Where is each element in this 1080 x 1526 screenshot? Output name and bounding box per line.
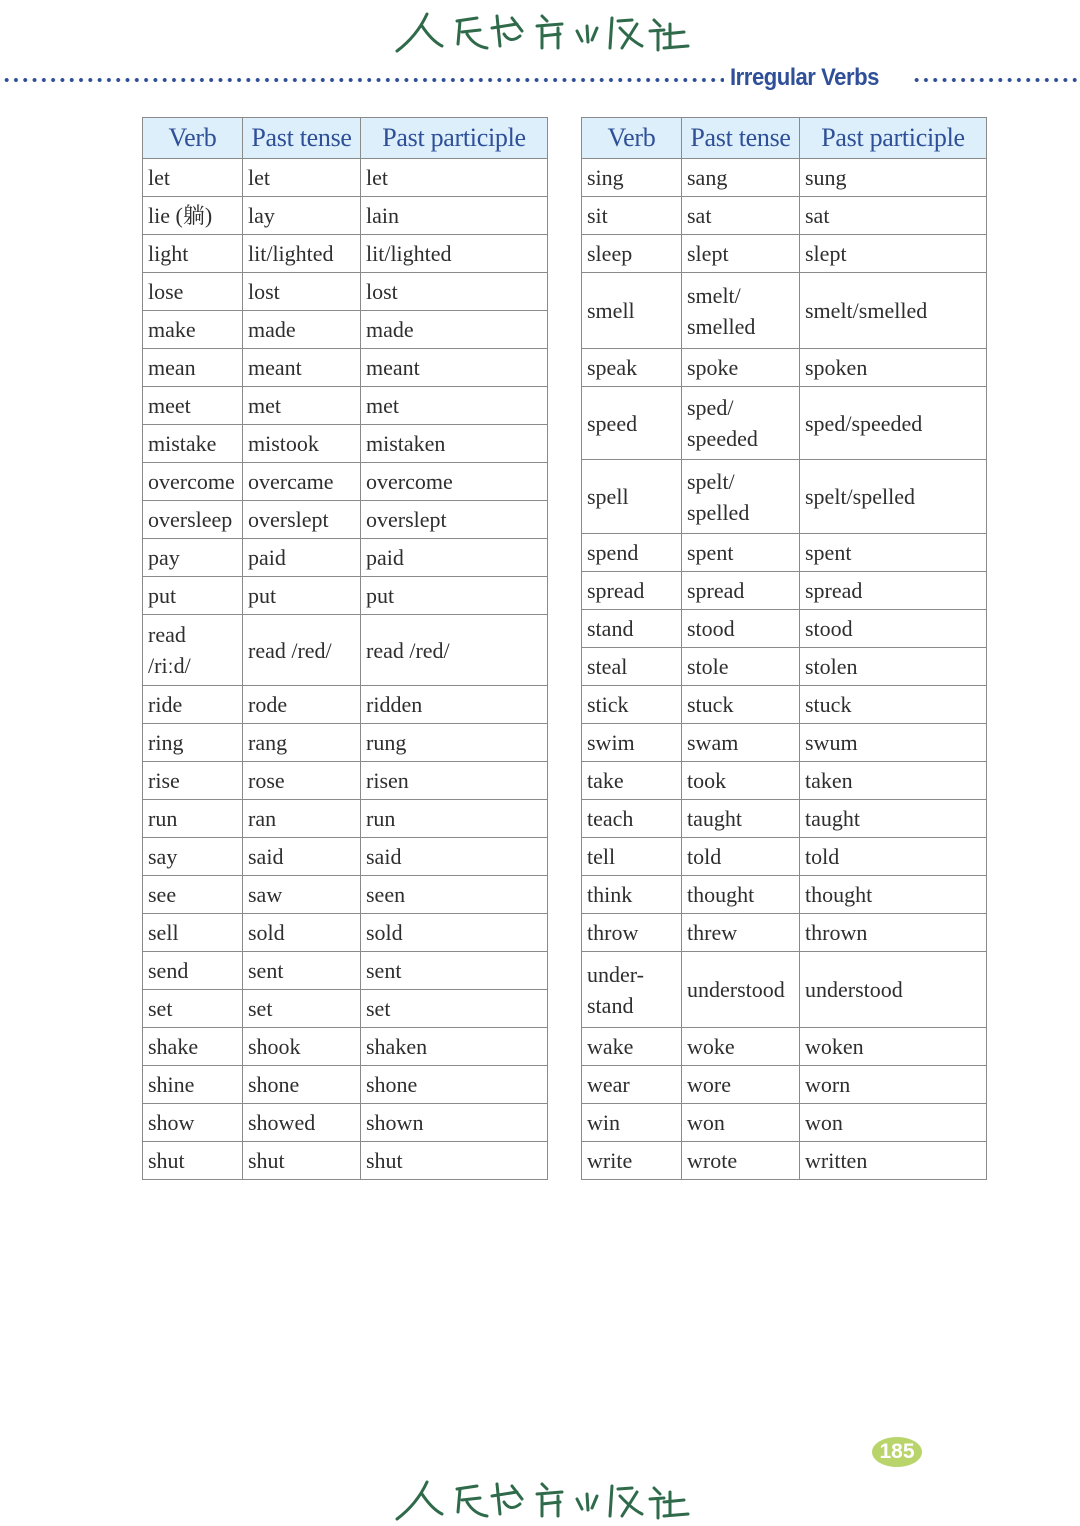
verb-cell: stand <box>582 610 682 648</box>
past-participle-cell: told <box>800 838 987 876</box>
past-participle-cell: said <box>361 838 548 876</box>
past-tense-cell: overcame <box>243 463 361 501</box>
past-tense-cell: sang <box>682 159 800 197</box>
table-row <box>582 1104 987 1142</box>
verb-cell: take <box>582 762 682 800</box>
verb-cell: shine <box>143 1066 243 1104</box>
past-participle-cell: let <box>361 159 548 197</box>
table-row <box>143 273 548 311</box>
verb-cell: sell <box>143 914 243 952</box>
table-row <box>582 610 987 648</box>
past-participle-cell: spelt/spelled <box>800 460 987 534</box>
past-tense-cell: sold <box>243 914 361 952</box>
verb-cell: think <box>582 876 682 914</box>
past-participle-cell: rung <box>361 724 548 762</box>
past-tense-cell: saw <box>243 876 361 914</box>
table-row <box>582 800 987 838</box>
past-tense-cell: lost <box>243 273 361 311</box>
past-participle-cell: lain <box>361 197 548 235</box>
past-tense-cell: spent <box>682 534 800 572</box>
past-participle-cell: woken <box>800 1028 987 1066</box>
past-participle-cell: shone <box>361 1066 548 1104</box>
past-tense-cell: won <box>682 1104 800 1142</box>
table-row <box>143 838 548 876</box>
past-tense-cell: let <box>243 159 361 197</box>
past-participle-cell: won <box>800 1104 987 1142</box>
verb-cell: lie (躺) <box>143 197 243 235</box>
past-participle-cell: shaken <box>361 1028 548 1066</box>
past-participle-cell: sped/speeded <box>800 387 987 460</box>
verb-cell: spell <box>582 460 682 534</box>
past-tense-cell: mistook <box>243 425 361 463</box>
verb-cell: wake <box>582 1028 682 1066</box>
past-tense-cell: lay <box>243 197 361 235</box>
table-row <box>582 724 987 762</box>
past-tense-cell: took <box>682 762 800 800</box>
past-participle-cell: taken <box>800 762 987 800</box>
dotted-rule-right <box>912 76 1080 84</box>
verb-cell: sit <box>582 197 682 235</box>
past-participle-cell: meant <box>361 349 548 387</box>
table-row <box>143 1142 548 1180</box>
past-participle-cell: spent <box>800 534 987 572</box>
past-tense-cell: understood <box>682 952 800 1028</box>
verb-cell: mean <box>143 349 243 387</box>
past-tense-cell: thought <box>682 876 800 914</box>
table-row <box>143 1066 548 1104</box>
verb-cell: oversleep <box>143 501 243 539</box>
table-row <box>143 349 548 387</box>
past-tense-cell: overslept <box>243 501 361 539</box>
verb-cell: lose <box>143 273 243 311</box>
verb-table-right <box>581 117 987 1180</box>
table-row <box>582 1142 987 1180</box>
table-row <box>143 1028 548 1066</box>
header-verb: Verb <box>582 118 682 159</box>
table-row <box>143 425 548 463</box>
table-row <box>143 197 548 235</box>
table-row <box>582 1066 987 1104</box>
past-participle-cell: lost <box>361 273 548 311</box>
dotted-rule-left <box>2 76 724 84</box>
past-tense-cell: slept <box>682 235 800 273</box>
verb-cell: rise <box>143 762 243 800</box>
past-participle-cell: taught <box>800 800 987 838</box>
past-tense-cell: stuck <box>682 686 800 724</box>
past-tense-cell: spread <box>682 572 800 610</box>
verb-cell: sing <box>582 159 682 197</box>
past-tense-cell: spoke <box>682 349 800 387</box>
past-tense-cell: rose <box>243 762 361 800</box>
past-tense-cell: spelt/ spelled <box>682 460 800 534</box>
table-row <box>143 990 548 1028</box>
table-row <box>582 197 987 235</box>
table-row <box>143 615 548 686</box>
verb-cell: show <box>143 1104 243 1142</box>
verb-cell: win <box>582 1104 682 1142</box>
verb-cell: spend <box>582 534 682 572</box>
table-row <box>582 876 987 914</box>
verb-cell: put <box>143 577 243 615</box>
past-tense-cell: shut <box>243 1142 361 1180</box>
verb-cell: shut <box>143 1142 243 1180</box>
verb-cell: teach <box>582 800 682 838</box>
past-participle-cell: run <box>361 800 548 838</box>
table-row <box>143 686 548 724</box>
table-row <box>582 349 987 387</box>
table-row <box>582 572 987 610</box>
past-participle-cell: written <box>800 1142 987 1180</box>
past-tense-cell: rang <box>243 724 361 762</box>
past-tense-cell: sped/ speeded <box>682 387 800 460</box>
verb-cell: speak <box>582 349 682 387</box>
table-row <box>582 838 987 876</box>
publisher-logo-footer <box>392 1474 692 1524</box>
verb-cell: light <box>143 235 243 273</box>
verb-cell: let <box>143 159 243 197</box>
past-participle-cell: overslept <box>361 501 548 539</box>
past-participle-cell: slept <box>800 235 987 273</box>
past-tense-cell: made <box>243 311 361 349</box>
table-row <box>143 463 548 501</box>
header-past-tense: Past tense <box>682 118 800 159</box>
verb-cell: pay <box>143 539 243 577</box>
verb-table-left <box>142 117 548 1180</box>
verb-cell: steal <box>582 648 682 686</box>
verb-cell: shake <box>143 1028 243 1066</box>
past-participle-cell: sung <box>800 159 987 197</box>
verb-cell: make <box>143 311 243 349</box>
past-participle-cell: spread <box>800 572 987 610</box>
verb-cell: speed <box>582 387 682 460</box>
table-row <box>582 952 987 1028</box>
verb-cell: write <box>582 1142 682 1180</box>
table-row <box>582 235 987 273</box>
verb-cell: wear <box>582 1066 682 1104</box>
table-row <box>143 952 548 990</box>
verb-cell: sleep <box>582 235 682 273</box>
verb-cell: smell <box>582 273 682 349</box>
past-tense-cell: threw <box>682 914 800 952</box>
past-tense-cell: wore <box>682 1066 800 1104</box>
table-row <box>143 762 548 800</box>
past-tense-cell: set <box>243 990 361 1028</box>
past-tense-cell: showed <box>243 1104 361 1142</box>
verb-cell: under- stand <box>582 952 682 1028</box>
table-row <box>582 1028 987 1066</box>
table-row <box>143 577 548 615</box>
past-tense-cell: rode <box>243 686 361 724</box>
past-participle-cell: ridden <box>361 686 548 724</box>
past-tense-cell: read /red/ <box>243 615 361 686</box>
past-participle-cell: shown <box>361 1104 548 1142</box>
past-participle-cell: risen <box>361 762 548 800</box>
table-row <box>582 387 987 460</box>
verb-cell: run <box>143 800 243 838</box>
past-participle-cell: met <box>361 387 548 425</box>
past-participle-cell: smelt/smelled <box>800 273 987 349</box>
table-header-row <box>143 118 548 159</box>
past-participle-cell: sold <box>361 914 548 952</box>
past-participle-cell: overcome <box>361 463 548 501</box>
table-row <box>143 501 548 539</box>
page-number-badge: 185 <box>872 1437 922 1467</box>
table-row <box>143 800 548 838</box>
verb-cell: see <box>143 876 243 914</box>
past-tense-cell: sent <box>243 952 361 990</box>
past-participle-cell: seen <box>361 876 548 914</box>
past-tense-cell: ran <box>243 800 361 838</box>
verb-cell: throw <box>582 914 682 952</box>
past-participle-cell: sent <box>361 952 548 990</box>
past-participle-cell: made <box>361 311 548 349</box>
header-past-participle: Past participle <box>800 118 987 159</box>
past-participle-cell: stood <box>800 610 987 648</box>
past-tense-cell: shook <box>243 1028 361 1066</box>
past-participle-cell: shut <box>361 1142 548 1180</box>
verb-cell: read /riːd/ <box>143 615 243 686</box>
past-tense-cell: stood <box>682 610 800 648</box>
verb-cell: set <box>143 990 243 1028</box>
past-tense-cell: met <box>243 387 361 425</box>
table-row <box>143 914 548 952</box>
past-participle-cell: lit/lighted <box>361 235 548 273</box>
past-participle-cell: swum <box>800 724 987 762</box>
past-participle-cell: paid <box>361 539 548 577</box>
table-row <box>143 235 548 273</box>
header-past-participle: Past participle <box>361 118 548 159</box>
past-tense-cell: said <box>243 838 361 876</box>
past-tense-cell: swam <box>682 724 800 762</box>
past-tense-cell: woke <box>682 1028 800 1066</box>
past-tense-cell: taught <box>682 800 800 838</box>
section-title: Irregular Verbs <box>730 64 879 91</box>
past-participle-cell: mistaken <box>361 425 548 463</box>
past-tense-cell: smelt/ smelled <box>682 273 800 349</box>
verb-cell: ride <box>143 686 243 724</box>
past-participle-cell: worn <box>800 1066 987 1104</box>
table-row <box>582 686 987 724</box>
table-row <box>143 311 548 349</box>
verb-cell: swim <box>582 724 682 762</box>
past-participle-cell: set <box>361 990 548 1028</box>
past-tense-cell: paid <box>243 539 361 577</box>
past-participle-cell: stolen <box>800 648 987 686</box>
past-participle-cell: understood <box>800 952 987 1028</box>
past-tense-cell: stole <box>682 648 800 686</box>
past-participle-cell: thought <box>800 876 987 914</box>
table-row <box>143 876 548 914</box>
table-row <box>582 648 987 686</box>
past-tense-cell: lit/lighted <box>243 235 361 273</box>
verb-cell: meet <box>143 387 243 425</box>
past-participle-cell: sat <box>800 197 987 235</box>
verb-cell: ring <box>143 724 243 762</box>
table-row <box>582 159 987 197</box>
publisher-logo <box>392 6 692 56</box>
table-row <box>143 724 548 762</box>
verb-cell: overcome <box>143 463 243 501</box>
table-row <box>582 914 987 952</box>
table-row <box>582 460 987 534</box>
past-tense-cell: told <box>682 838 800 876</box>
past-participle-cell: read /red/ <box>361 615 548 686</box>
past-tense-cell: put <box>243 577 361 615</box>
past-participle-cell: stuck <box>800 686 987 724</box>
table-header-row <box>582 118 987 159</box>
table-row <box>582 273 987 349</box>
header-past-tense: Past tense <box>243 118 361 159</box>
past-participle-cell: put <box>361 577 548 615</box>
table-row <box>143 1104 548 1142</box>
verb-cell: tell <box>582 838 682 876</box>
table-row <box>143 539 548 577</box>
verb-cell: mistake <box>143 425 243 463</box>
past-tense-cell: wrote <box>682 1142 800 1180</box>
past-participle-cell: thrown <box>800 914 987 952</box>
verb-cell: say <box>143 838 243 876</box>
table-row <box>582 762 987 800</box>
past-participle-cell: spoken <box>800 349 987 387</box>
verb-cell: send <box>143 952 243 990</box>
header-verb: Verb <box>143 118 243 159</box>
verb-cell: spread <box>582 572 682 610</box>
table-row <box>143 387 548 425</box>
past-tense-cell: meant <box>243 349 361 387</box>
past-tense-cell: sat <box>682 197 800 235</box>
table-row <box>582 534 987 572</box>
table-row <box>143 159 548 197</box>
past-tense-cell: shone <box>243 1066 361 1104</box>
verb-cell: stick <box>582 686 682 724</box>
